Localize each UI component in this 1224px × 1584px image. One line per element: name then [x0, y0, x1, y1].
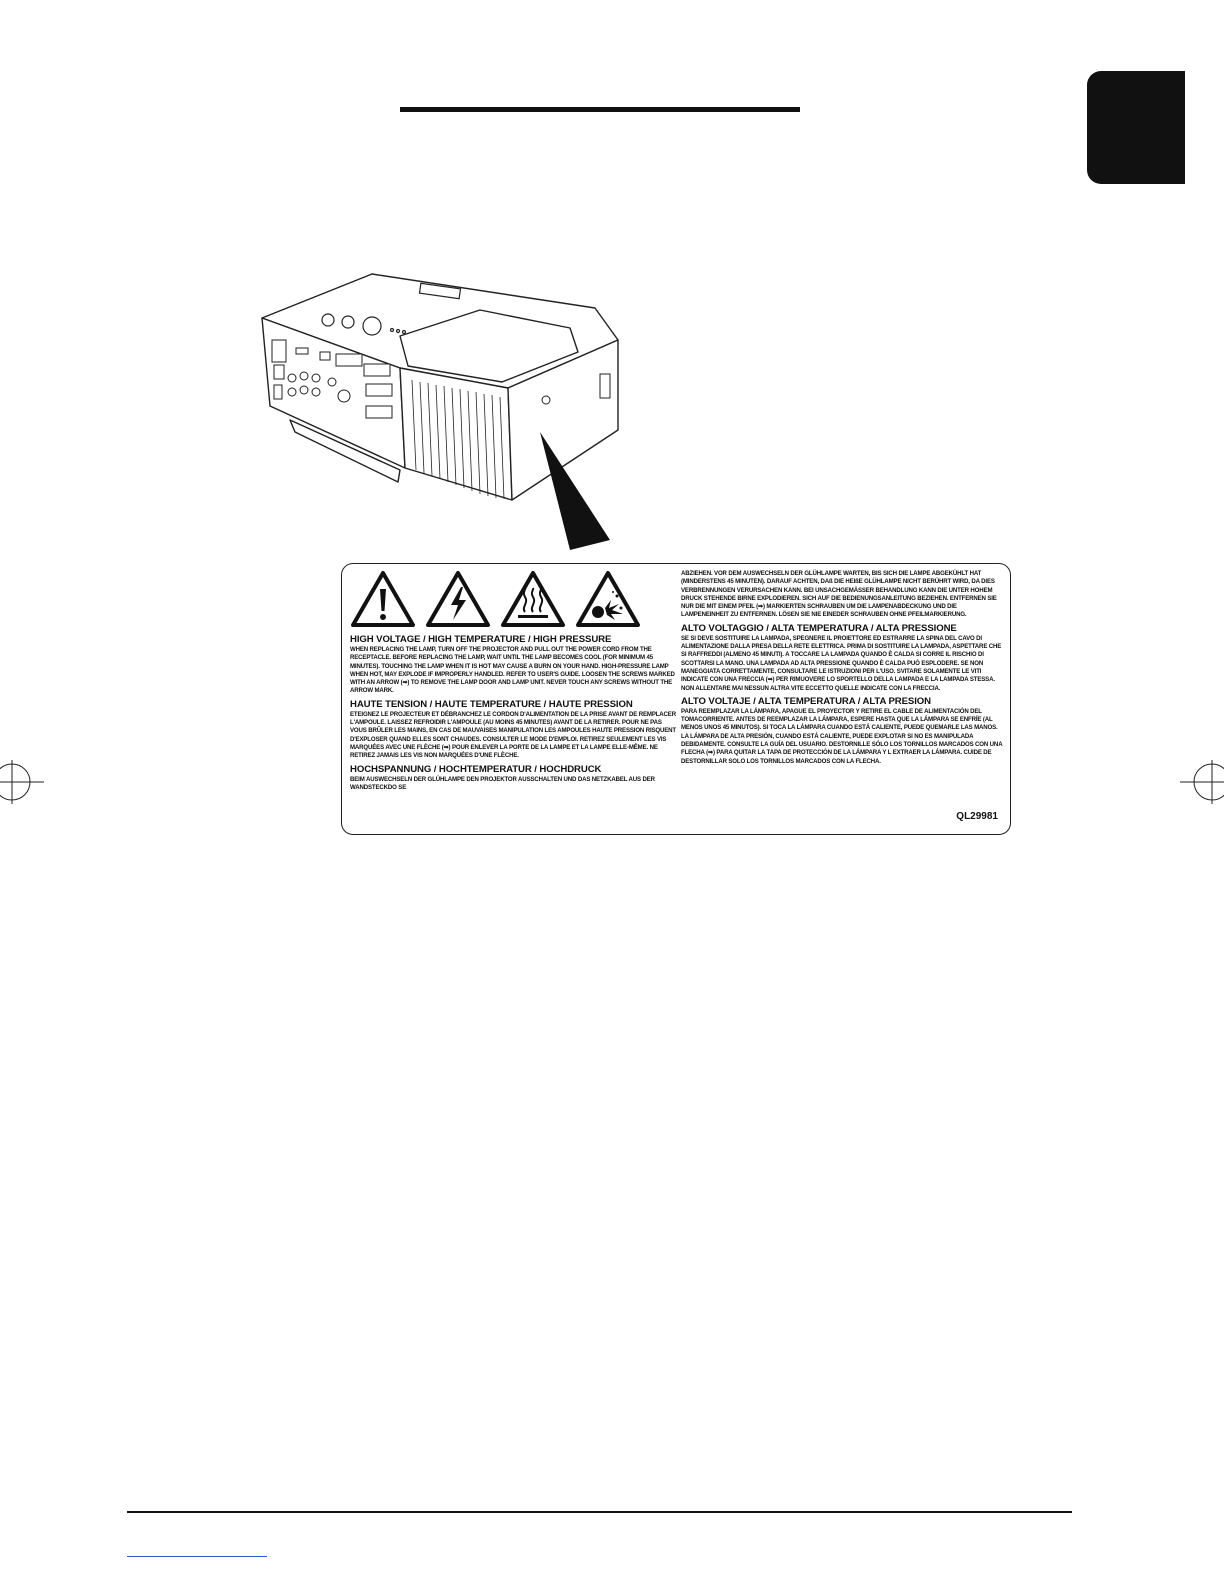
side-tab [1087, 71, 1185, 184]
section-body: ABZIEHEN. VOR DEM AUSWECHSELN DER GLÜHLAMPE WARTEN, BIS SICH DIE LAMPE ABGEKÜHLT HAT (MINDERSTENS 45 MINUTEN). DARAUF ACHTEN, DAß DIE HEIßE GLÜHLAMPE NICHT BERÜHRT WIRD, DA DIES VERBRENNUNGEN VERURSACHEN KANN. BEI UNSACHGEMÄSSER BEHANDLUNG KANN DIE UNTER HOHEM DRUCK STEHENDE BIRNE EXPLODIEREN. SICH AUF DIE BEDIENUNGSANLEITUNG BEZIEHEN. ENTFERNEN SIE NUR DIE MIT EINEM PFEIL (➡) MARKIERTEN SCHRAUBEN UM DIE LAMPENABDECKUNG UND DIE LAMPENEINHEIT ZU ENTFERNEN. LÖSEN SIE NIE EINEDER SCHRAUBEN OHNE PFEILMARKIERUNG. [681, 570, 997, 619]
section-body: ETEIGNEZ LE PROJECTEUR ET DÉBRANCHEZ LE CORDON D'ALIMENTATION DE LA PRISE AVANT DE REMPLACER L'AMPOULE. LAISSEZ REFROIDIR L'AMPOULE (AU MOINS 45 MINUTES) AVANT DE LA RETIRER. POUR NE PAS VOUS BRÛLER LES MAINS, EN CAS DE MAUVAISES MANIPULATION LES AMPOULES HAUTE PRESSION RISQUENT D'EXPLOSER QUAND ELLES SONT CHAUDES. CONSULTER LE MODE D'EMPLOI. RETIREZ SEULEMENT LES VIS MARQUÉES AVEC UNE FLÈCHE (➡) POUR ENLEVER LA PORTE DE LA LAMPE ET LA LAMPE ELLE-MÊME. NE RETIREZ JAMAIS LES VIS NON MARQUÉES D'UNE FLÈCHE. [350, 710, 677, 760]
title-rule [400, 107, 800, 112]
section-body: BEIM AUSWECHSELN DER GLÜHLAMPE DEN PROJEKTOR AUSSCHALTEN UND DAS NETZKABEL AUS DER WANDSTECKDO SE [350, 775, 655, 791]
high-voltage-icon [425, 570, 491, 628]
label-column-right [681, 570, 1005, 766]
exclamation-warning-icon [350, 570, 416, 628]
label-section-french [350, 699, 676, 761]
section-body: WHEN REPLACING THE LAMP, TURN OFF THE PROJECTOR AND PULL OUT THE POWER CORD FROM THE RECEPTACLE. BEFORE REPLACING THE LAMP, WAIT UNTIL THE LAMP BECOMES COOL (FOR MINIMUM 45 MINUTES). TOUCHING THE LAMP WHEN IT IS HOT MAY CAUSE A BURN ON YOUR HAND. HIGH-PRESSURE LAMP WHEN HOT, MAY EXPLODE IF IMPROPERLY HANDLED. REFER TO USER'S GUIDE. LOOSEN THE SCREWS MARKED WITH AN ARROW (➡) TO REMOVE THE LAMP DOOR AND LAMP UNIT. NEVER TOUCH ANY SCREWS WITHOUT THE ARROW MARK. [350, 646, 675, 695]
explosion-icon [575, 570, 641, 628]
label-section-italian [681, 623, 1005, 693]
warning-label [341, 563, 1011, 835]
section-title: HOCHSPANNUNG / HOCHTEMPERATUR / HOCHDRUCK [350, 763, 602, 775]
footer-link-underline [127, 1556, 267, 1557]
section-body: SE SI DEVE SOSTITUIRE LA LAMPADA, SPEGNERE IL PROIETTORE ED ESTRARRE LA SPINA DEL CAVO DI ALIMENTAZIONE DALLA PRESA DELLA RETE ELETTRICA. PRIMA DI SOSTITUIRE LA LAMPADA, ASPETTARE CHE SI RAFFREDDI (ALMENO 45 MINUTI). A TOCCARE LA LAMPADA QUANDO È CALDA SI CORRE IL RISCHIO DI SCOTTARSI LA MANO. UNA LAMPADA AD ALTA PRESSIONE QUANDO È CALDA PUÒ ESPLODERE. SE NON MANEGGIATA CORRETTAMENTE, CONSULTARE LE ISTRUZIONI PER L'USO. SVITARE SOLAMENTE LE VITI INDICATE CON UNA FRECCIA (➡) PER RIMUOVERE LO SPORTELLO DELLA LAMPADA E LA LAMPADA STESSA. NON ALLENTARE MAI NESSUN ALTRA VITE ECCETTO QUELLE INDICATE CON LA FRECCIA. [681, 634, 1002, 692]
projector-illustration [240, 270, 660, 560]
label-section-english [350, 634, 676, 696]
section-title: ALTO VOLTAJE / ALTA TEMPERATURA / ALTA PRESION [681, 695, 931, 707]
hazard-icons [350, 570, 676, 628]
section-title: ALTO VOLTAGGIO / ALTA TEMPERATURA / ALTA PRESSIONE [681, 622, 957, 634]
registration-mark-left-icon [0, 760, 44, 804]
label-part-code: QL29981 [956, 811, 998, 822]
footer-rule [127, 1511, 1072, 1513]
label-section-german-continued [681, 570, 1005, 620]
label-column-left [350, 570, 676, 792]
registration-mark-right-icon [1180, 760, 1224, 804]
hot-surface-icon [500, 570, 566, 628]
label-section-spanish [681, 696, 1005, 766]
section-title: HIGH VOLTAGE / HIGH TEMPERATURE / HIGH PRESSURE [350, 634, 612, 645]
label-section-german [350, 764, 676, 793]
section-body: PARA REEMPLAZAR LA LÁMPARA, APAGUE EL PROYECTOR Y RETIRE EL CABLE DE ALIMENTACIÓN DEL TOMACORRIENTE. ANTES DE REEMPLAZAR LA LÁMPARA, ESPERE HASTA QUE LA LÁMPARA SE ENFRÍE (AL MENOS UNOS 45 MINUTOS). SI TOCA LA LÁMPARA CUANDO ESTÁ CALIENTE, PUEDE QUEMARLE LAS MANOS. LA LÁMPARA DE ALTA PRESIÓN, CUANDO ESTÁ CALIENTE, PUEDE EXPLOTAR SI NO ES MANIPULADA DEBIDAMENTE. CONSULTE LA GUÍA DEL USUARIO. DESTORNILLE SÓLO LOS TORNILLOS MARCADOS CON UNA FLECHA (➡) PARA QUITAR LA TAPA DE PROTECCIÓN DE LA LÁMPARA Y L EXTRAER LA LÁMPARA. CUIDE DE DESTORNILLAR SOLO LOS TORNILLOS MARCADOS CON LA FLECHA. [681, 707, 1003, 765]
section-title: HAUTE TENSION / HAUTE TEMPERATURE / HAUTE PRESSION [350, 698, 633, 710]
